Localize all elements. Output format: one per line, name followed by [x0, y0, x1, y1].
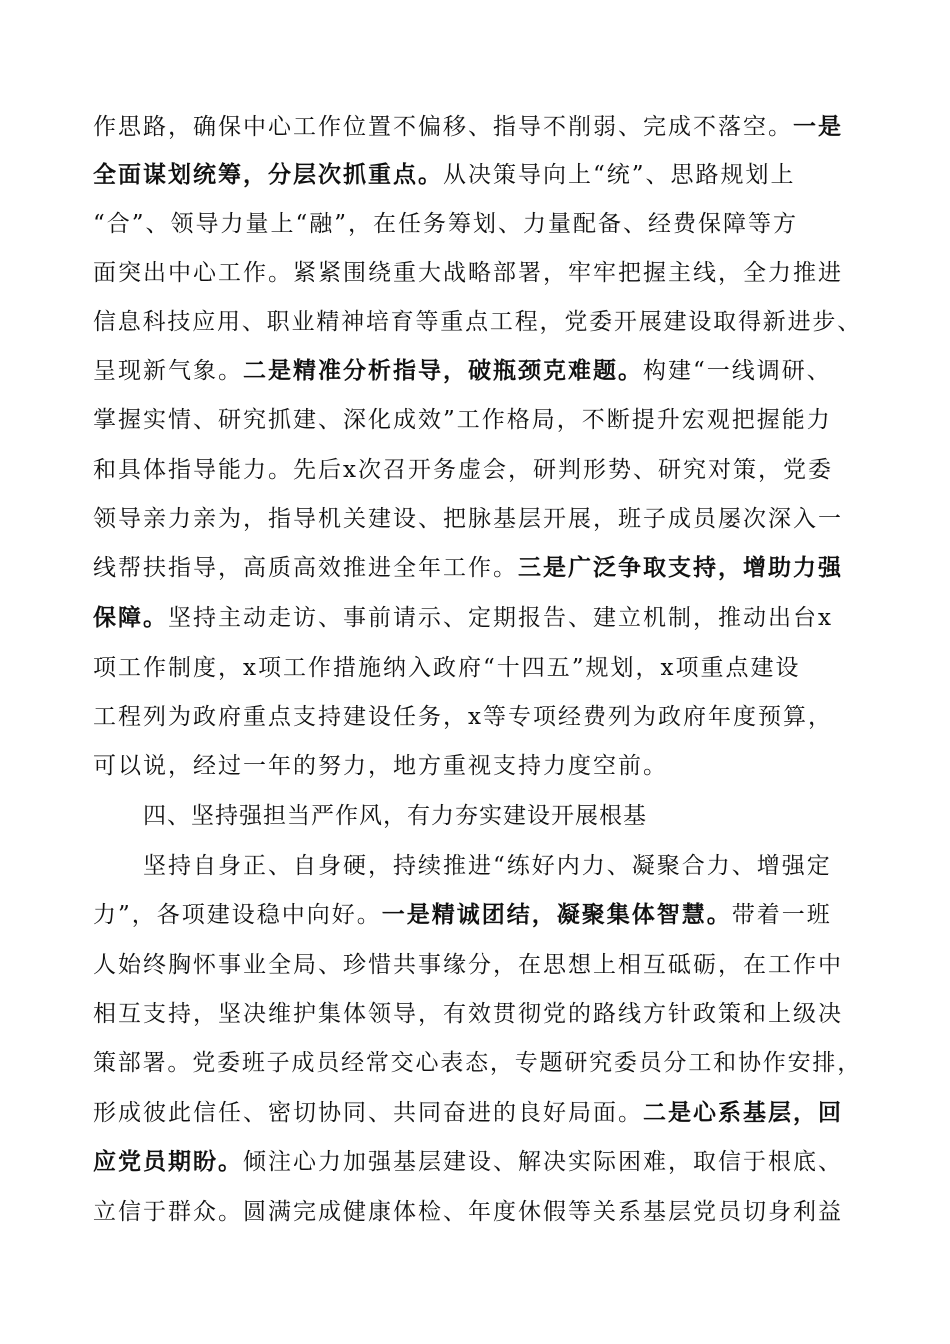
- paragraph-line: [93, 1197, 843, 1227]
- text-run: 信息科技应用、职业精神培育等重点工程，党委开展建设取得新进步、: [93, 309, 862, 335]
- paragraph-line: [93, 455, 833, 485]
- paragraph-line: [93, 553, 843, 583]
- text-run: 作思路，确保中心工作位置不偏移、指导不削弱、完成不落空。: [93, 114, 793, 140]
- paragraph-line: [93, 258, 843, 288]
- paragraph-line: [93, 950, 843, 980]
- paragraph-line: [93, 702, 833, 732]
- paragraph-line: [93, 307, 862, 337]
- text-run: 带着一班: [731, 902, 832, 928]
- paragraph-line: [93, 405, 832, 435]
- bold-run: 二是精准分析指导，破瓶颈克难题。: [243, 358, 643, 384]
- text-run: 坚持主动走访、事前请示、定期报告、建立机制，推动出台x: [168, 605, 833, 631]
- text-run: 面突出中心工作。紧紧围绕重大战略部署，牢牢把握主线，全力推进: [93, 260, 843, 286]
- paragraph-line: [93, 999, 843, 1029]
- paragraph-line: [93, 356, 832, 386]
- paragraph-line: [93, 1147, 843, 1177]
- text-run: 形成彼此信任、密切协同、共同奋进的良好局面。: [93, 1100, 643, 1126]
- text-run: 倾注心力加强基层建设、解决实际困难，取信于根底、: [243, 1149, 843, 1175]
- text-run: 构建“一线调研、: [643, 358, 832, 384]
- bold-run: 三是广泛争取支持，增助力强: [518, 555, 843, 581]
- section-heading: 四、坚持强担当严作风，有力夯实建设开展根基: [143, 803, 647, 829]
- paragraph-line: [93, 1048, 862, 1078]
- paragraph-line: [93, 1098, 843, 1128]
- bold-run: 一是精诚团结，凝聚集体智慧。: [381, 902, 732, 928]
- paragraph-line: [93, 209, 798, 239]
- paragraph-line: [93, 112, 843, 142]
- paragraph-line: [93, 653, 800, 683]
- paragraph-line: [93, 160, 796, 190]
- text-run: “合”、领导力量上“融”，在任务筹划、力量配备、经费保障等方: [93, 211, 799, 237]
- text-run: 立信于群众。圆满完成健康体检、年度休假等关系基层党员切身利益: [93, 1199, 843, 1225]
- text-run: 相互支持，坚决维护集体领导，有效贯彻党的路线方针政策和上级决: [93, 1001, 843, 1027]
- text-run: 项工作制度，x项工作措施纳入政府“十四五”规划，x项重点建设: [93, 655, 801, 681]
- text-run: 策部署。党委班子成员经常交心表态，专题研究委员分工和协作安排，: [93, 1050, 862, 1076]
- paragraph-line: [93, 751, 668, 781]
- text-run: 掌握实情、研究抓建、深化成效”工作格局，不断提升宏观把握能力: [93, 407, 832, 433]
- paragraph-line: [143, 851, 832, 881]
- text-run: 工程列为政府重点支持建设任务，x等专项经费列为政府年度预算，: [93, 704, 833, 730]
- bold-run: 应党员期盼。: [93, 1149, 243, 1175]
- text-run: 领导亲力亲为，指导机关建设、把脉基层开展，班子成员屡次深入一: [93, 506, 843, 532]
- bold-run: 保障。: [93, 605, 168, 631]
- text-run: 线帮扶指导，高质高效推进全年工作。: [93, 555, 518, 581]
- paragraph-line: [93, 504, 843, 534]
- text-run: 坚持自身正、自身硬，持续推进“练好内力、凝聚合力、增强定: [143, 853, 832, 879]
- text-run: 呈现新气象。: [93, 358, 243, 384]
- text-run: 人始终胸怀事业全局、珍惜共事缘分，在思想上相互砥砺，在工作中: [93, 952, 843, 978]
- text-run: 可以说，经过一年的努力，地方重视支持力度空前。: [93, 753, 668, 779]
- bold-run: 全面谋划统筹，分层次抓重点。: [93, 162, 443, 188]
- text-run: 力”，各项建设稳中向好。: [93, 902, 382, 928]
- paragraph-line: [93, 900, 832, 930]
- bold-run: 二是心系基层，回: [643, 1100, 843, 1126]
- bold-run: 一是: [793, 114, 843, 140]
- text-run: 从决策导向上“统”、思路规划上: [443, 162, 796, 188]
- paragraph-line: [93, 603, 833, 633]
- text-run: 和具体指导能力。先后x次召开务虚会，研判形势、研究对策，党委: [93, 457, 833, 483]
